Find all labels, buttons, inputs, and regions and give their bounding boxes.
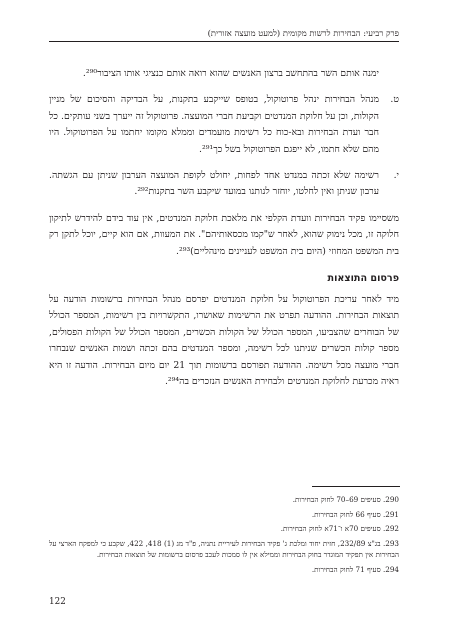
footnotes [49,494,399,579]
footnote: 290. סעיפים 69–70 לחוק הבחירות. [292,495,399,504]
intro-continuation: ימנה אותם השר בהתחשב ברצון האנשים שהוא רואה אותם כנציגי אותו הציבור²⁹⁰. [82,68,379,79]
footnote: 294. סעיף 71 לחוק הבחירות. [311,564,399,574]
item-marker: ט. [390,94,399,106]
section-heading: פרסום התוצאות [327,273,399,285]
main-content [49,66,399,391]
footnote: 292. סעיפים 70א ו־71א לחוק הבחירות. [280,524,399,534]
header-rule [49,41,399,42]
body-paragraph: מיד לאחר עריכת הפרוטוקול על חלוקת המנדטים יפרסם מנהל הבחירות ברשומות הודעה על תוצאות הבחירות. ההודעה תפרט את הרשימות שאושרו, התקשרויות בין רשימות, המספר הכולל של הבוחרים שהצביעו, המספר הכולל של הקולות הכשרים, המספר הכולל של הקולות הפסולים, מספר קולות הכשרים שניתנו לכל רשימה, ומספר המנדטים בהם זכתה ושמות האנשים שנבחרו חברי מועצה מכל רשימה. ההודעה תפורסם ברשומות תוך 21 יום מיום הבחירות. הודעה זו היא ראיה מכרעת לחלוקת המנדטים ולבחירת האנשים הנזכרים בה²⁹⁴. [49,294,399,388]
item-text: רשימה שלא זכתה במנדט אחד לפחות, יחולט לקופת המועצה הערבון שניתן עם הגשתה. ערבון שניתן ואין לחלטו, יוחזר לנותנו במועד שיקבע השר בתקנות²⁹². [49,170,379,198]
item-text: מנהל הבחירות ינהל פרוטוקול, בטופס שייקבע בתקנות, על הבדיקה והסיכום של מניין הקולות, וכן על חלוקת המנדטים וקביעת חברי המועצה. פרוטוקול זה ייערך בשני עותקים. כל חבר ועדת הבחירות ובא-כוח כל רשימת מועמדים וממלא מקומו יחתמו על הפרוטוקול. היו מהם שלא חתמו, לא ייפגם הפרוטוקול בשל כך²⁹¹. [49,94,379,155]
list-item-yod [49,168,399,201]
footnote: 293. בג"צ 232/89, חזית יחוד ומלכת ג' פקיד הבחירות לעיריית נתניה, פ"ד מג (1) 418, 422, שקבע כי למפקח הארצי על הבחירות אין תפקיד המוגדר בחוק הבחירות וממילא אין לו סמכות לעכב פרסום ברשומות של תוצאות הבחירות. [49,538,399,560]
running-header: פרק רביעי: הבחירות לרשות מקומית (למעט מועצה אזורית) [207,28,399,38]
page-number: 122 [49,597,66,607]
item-marker: י. [393,170,399,182]
footnote-rule [312,486,400,487]
body-paragraph: משסיימו פקיד הבחירות וועדת הקלפי את מלאכת חלוקת המנדטים, אין עוד בידם להידרש לתיקון חלוקה זו, מכל נימוק שהוא, לאחר ש"קמו מכסאותיהם". את המעוות, אם הוא קיים, יוכל לתקן רק בית המשפט המחוזי (היום בית המשפט לעניינים מינהליים)²⁹³. [49,212,399,257]
footnote: 291. סעיף 66 לחוק הבחירות. [311,509,399,519]
list-item-tet [49,92,399,158]
